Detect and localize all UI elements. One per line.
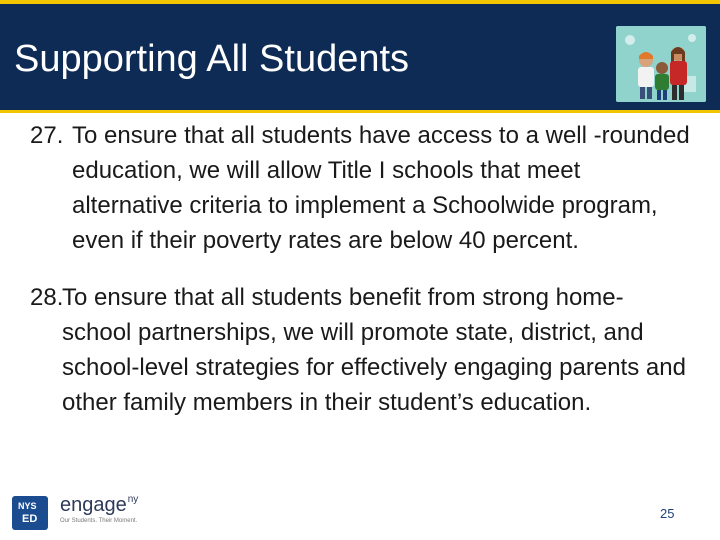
brand-name: engage <box>60 494 127 516</box>
list-item-text: To ensure that all students benefit from strong home-school partnerships, we will promote state, district, and school-level strategies for effectively engaging parents and other family members in their student’s education. <box>62 284 686 416</box>
list-item-number: 28. <box>30 284 64 311</box>
list-item-text: To ensure that all students have access to a well -rounded education, we will allow Title I schools that meet alternative criteria to implement a Schoolwide program, even if their poverty rates are below 40 percent. <box>72 122 690 254</box>
list-item-number: 27. <box>30 122 64 149</box>
logo-text-bottom: ED <box>22 513 38 525</box>
logo-text-top: NYS <box>18 501 37 511</box>
brand-superscript: ny <box>127 494 139 505</box>
engage-ny-logo <box>60 494 138 517</box>
list-item <box>30 280 690 420</box>
list-item <box>30 118 690 258</box>
nysed-logo-icon <box>12 496 48 530</box>
students-illustration-icon <box>616 26 706 102</box>
brand-tagline: Our Students. Their Moment. <box>60 518 138 524</box>
title-underline <box>0 110 720 113</box>
title-bar <box>0 4 720 110</box>
slide-title: Supporting All Students <box>14 38 410 80</box>
page-number: 25 <box>660 506 675 521</box>
slide-content <box>30 118 690 420</box>
